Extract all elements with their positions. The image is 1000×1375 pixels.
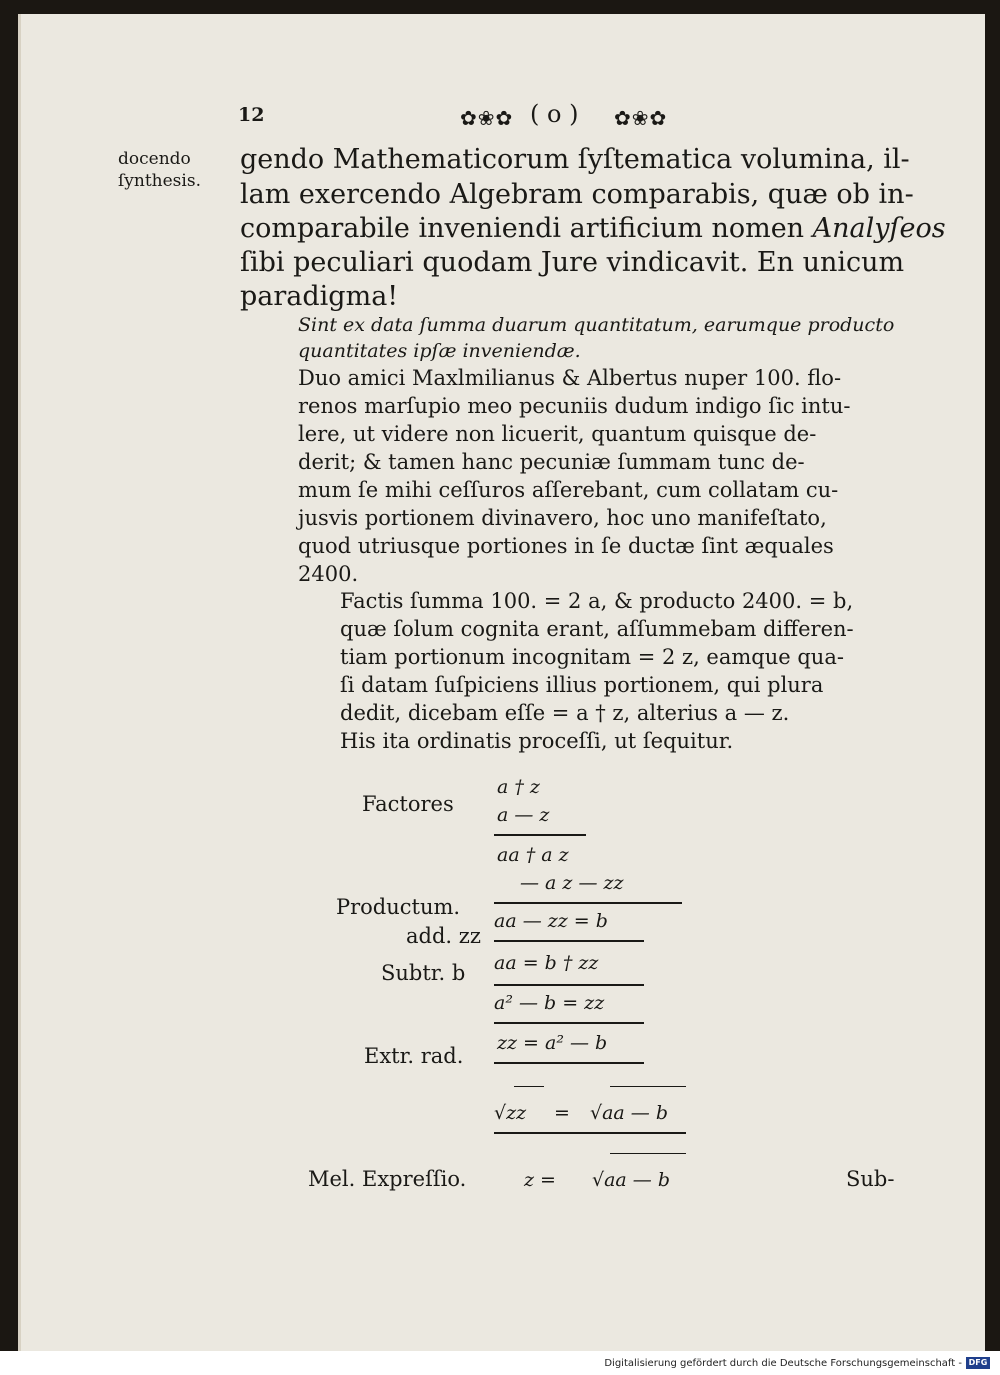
- body-line: lam exercendo Algebram comparabis, quæ ob in-: [240, 179, 914, 210]
- math-line: aa † a z: [497, 844, 569, 866]
- rule: [494, 940, 644, 942]
- rule: [494, 1062, 644, 1064]
- math-radical-right: √aa — b: [590, 1102, 669, 1124]
- math-radical: √aa — b: [592, 1169, 671, 1191]
- body-line: 2400.: [298, 562, 359, 586]
- body-line: renos marſupio meo pecuniis dudum indigo ſic intu-: [298, 394, 851, 418]
- page-number: 12: [238, 104, 265, 126]
- body-line: mum ſe mihi ceſſuros aſſerebant, cum collatam cu-: [298, 478, 839, 502]
- math-equals: =: [554, 1102, 570, 1124]
- math-line: a² — b = zz: [494, 992, 605, 1014]
- problem-line: Sint ex data ſumma duarum quantitatum, earumque producto: [298, 314, 895, 336]
- body-line: Factis ſumma 100. = 2 a, & producto 2400. = b,: [340, 589, 854, 613]
- dfg-logo: DFG: [966, 1357, 990, 1369]
- label-extr: Extr. rad.: [364, 1044, 464, 1068]
- body-line: [240, 213, 946, 244]
- footer-text: Digitalisierung gefördert durch die Deutsche Forschungsgemeinschaft -: [604, 1357, 962, 1369]
- body-line: derit; & tamen hanc pecuniæ ſummam tunc de-: [298, 450, 805, 474]
- math-line: aa = b † zz: [494, 952, 599, 974]
- radical-bar: [514, 1086, 544, 1087]
- math-line: a † z: [497, 776, 540, 798]
- header-ornament-left: ✿❀✿: [460, 106, 514, 130]
- italic-word: Analyſeos: [812, 213, 946, 244]
- radical-bar: [610, 1153, 686, 1154]
- header-ornament-right: ✿❀✿: [614, 106, 668, 130]
- math-line: z =: [524, 1169, 556, 1191]
- math-line: — a z — zz: [520, 872, 624, 894]
- body-line: Duo amici Maxlmilianus & Albertus nuper 100. flo-: [298, 366, 842, 390]
- label-subtr: Subtr. b: [381, 961, 466, 985]
- rule: [494, 902, 682, 904]
- body-line: paradigma!: [240, 281, 399, 312]
- math-line: zz = a² — b: [497, 1032, 608, 1054]
- body-line: quod utriusque portiones in ſe ductæ ſint æquales: [298, 534, 834, 558]
- math-radical-left: √zz: [494, 1102, 527, 1124]
- body-line: ſi datam ſuſpiciens illius portionem, qui plura: [340, 673, 824, 697]
- problem-line: quantitates ipſæ inveniendæ.: [298, 340, 581, 362]
- rule: [494, 1022, 644, 1024]
- body-line: tiam portionum incognitam = 2 z, eamque qua-: [340, 645, 844, 669]
- body-line: jusvis portionem divinavero, hoc uno manifeſtato,: [298, 506, 827, 530]
- body-line: quæ ſolum cognita erant, aſſummebam differen-: [340, 617, 854, 641]
- radical-bar: [610, 1086, 686, 1087]
- footer-bar: [0, 1351, 1000, 1375]
- catchword: Sub-: [846, 1167, 895, 1191]
- margin-note-line-2: ſynthesis.: [118, 171, 201, 191]
- math-line: a — z: [497, 804, 550, 826]
- margin-note-line-1: docendo: [118, 149, 191, 169]
- header-parenthesis: ( o ): [530, 100, 579, 128]
- math-line: aa — zz = b: [494, 910, 608, 932]
- body-line: lere, ut videre non licuerit, quantum quisque de-: [298, 422, 817, 446]
- body-line: dedit, dicebam eſſe = a † z, alterius a — z.: [340, 701, 790, 725]
- body-line: ſibi peculiari quodam Jure vindicavit. En unicum: [240, 247, 905, 278]
- label-add: add. zz: [406, 924, 481, 948]
- label-mel-expressio: Mel. Expreſſio.: [308, 1167, 467, 1191]
- label-productum: Productum.: [336, 895, 461, 919]
- body-text: comparabile inveniendi artificium nomen: [240, 213, 813, 244]
- body-line: His ita ordinatis proceſſi, ut ſequitur.: [340, 729, 734, 753]
- rule: [494, 984, 644, 986]
- body-line: gendo Mathematicorum ſyſtematica volumina, il-: [240, 144, 910, 175]
- label-factores: Factores: [362, 792, 454, 816]
- rule: [494, 1132, 686, 1134]
- rule: [494, 834, 586, 836]
